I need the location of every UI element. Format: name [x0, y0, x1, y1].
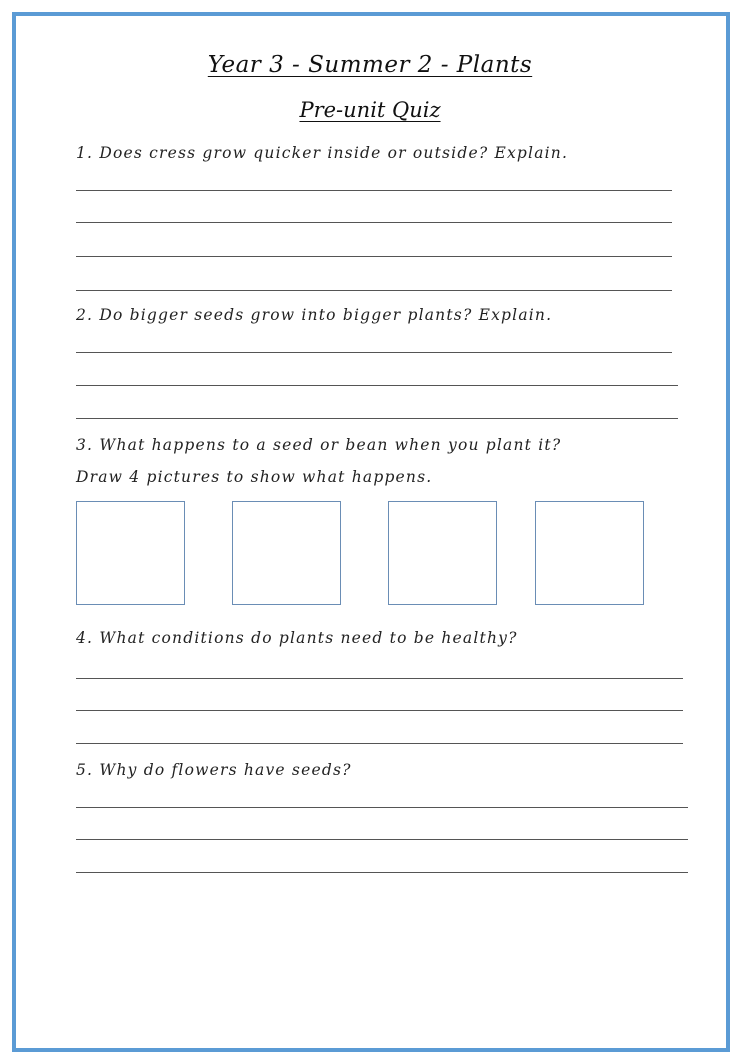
question-5-text: 5. Why do flowers have seeds?	[76, 761, 352, 779]
answer-line[interactable]	[76, 839, 688, 840]
answer-line[interactable]	[76, 678, 683, 679]
drawing-box-1[interactable]	[76, 501, 185, 605]
answer-line[interactable]	[76, 418, 678, 419]
answer-line[interactable]	[76, 222, 672, 223]
question-3-instruction: Draw 4 pictures to show what happens.	[76, 468, 433, 486]
drawing-box-4[interactable]	[535, 501, 644, 605]
answer-line[interactable]	[76, 256, 672, 257]
answer-line[interactable]	[76, 290, 672, 291]
answer-line[interactable]	[76, 710, 683, 711]
drawing-box-3[interactable]	[388, 501, 497, 605]
question-4-text: 4. What conditions do plants need to be healthy?	[76, 629, 518, 647]
drawing-box-2[interactable]	[232, 501, 341, 605]
answer-line[interactable]	[76, 385, 678, 386]
question-3-text: 3. What happens to a seed or bean when you plant it?	[76, 436, 562, 454]
answer-line[interactable]	[76, 352, 672, 353]
answer-line[interactable]	[76, 807, 688, 808]
answer-line[interactable]	[76, 190, 672, 191]
answer-line[interactable]	[76, 872, 688, 873]
worksheet-title: Year 3 - Summer 2 - Plants	[207, 52, 533, 78]
worksheet-subtitle: Pre-unit Quiz	[299, 98, 441, 122]
answer-line[interactable]	[76, 743, 683, 744]
question-1-text: 1. Does cress grow quicker inside or outside? Explain.	[76, 144, 569, 162]
question-2-text: 2. Do bigger seeds grow into bigger plants? Explain.	[76, 306, 553, 324]
